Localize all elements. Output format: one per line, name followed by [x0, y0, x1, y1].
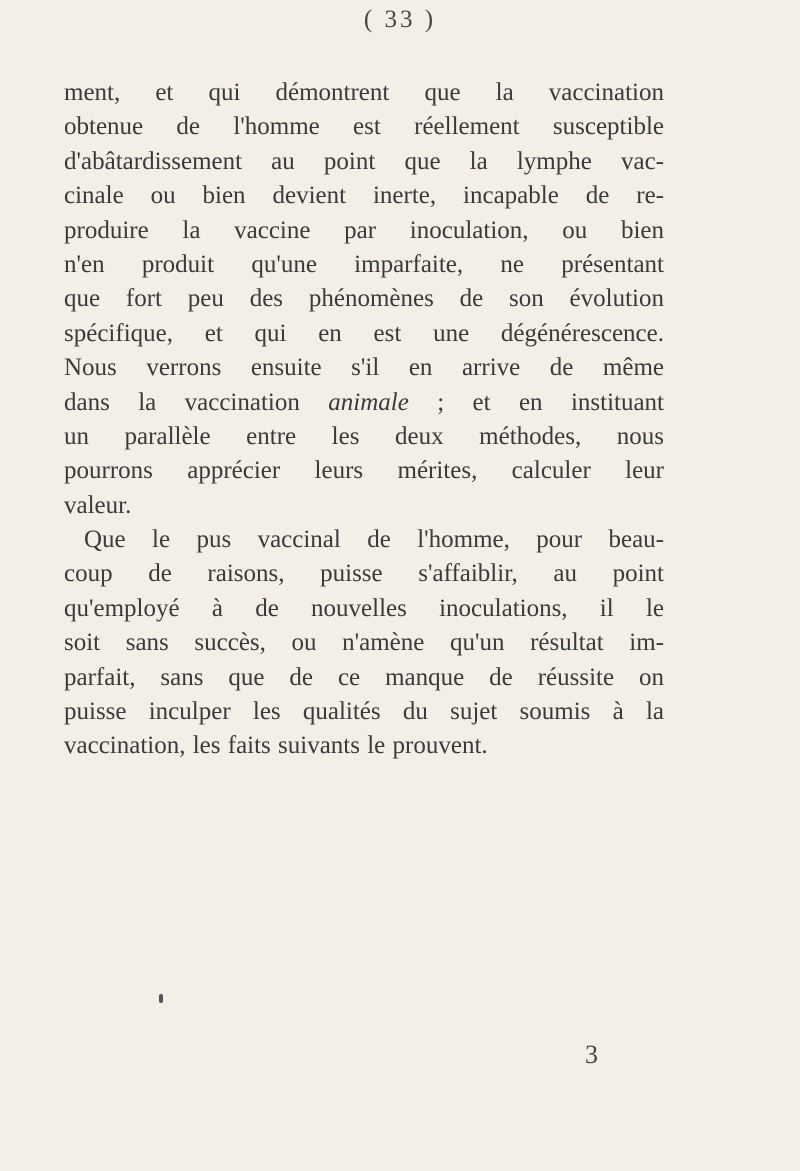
text-line: Nous verrons ensuite s'il en arrive de même — [64, 354, 664, 382]
text-line: vaccination, les faits suivants le prouvent. — [64, 732, 488, 760]
text-line: valeur. — [64, 491, 132, 519]
text-line: soit sans succès, ou n'amène qu'un résultat im- — [64, 629, 664, 657]
italic-term: animale — [328, 388, 409, 416]
text-line: ment, et qui démontrent que la vaccination — [64, 79, 664, 106]
text-line: obtenue de l'homme est réellement susceptible — [64, 113, 664, 141]
text-line: puisse inculper les qualités du sujet soumis à la — [64, 698, 664, 726]
text-line: spécifique, et qui en est une dégénérescence. — [64, 319, 664, 347]
text-line: coup de raisons, puisse s'affaiblir, au point — [64, 560, 664, 588]
ink-speck — [159, 994, 163, 1003]
text-line: Que le pus vaccinal de l'homme, pour beau- — [84, 526, 664, 554]
text-segment: dans la vaccination — [64, 388, 329, 416]
text-line: n'en produit qu'une imparfaite, ne présentant — [64, 250, 664, 278]
text-line: parfait, sans que de ce manque de réussite on — [64, 663, 664, 691]
text-line: pourrons apprécier leurs mérites, calculer leur — [64, 457, 664, 485]
text-line: qu'employé à de nouvelles inoculations, il le — [64, 594, 664, 622]
page-number: ( 33 ) — [363, 6, 437, 33]
text-segment: ; et en instituant — [408, 388, 665, 416]
text-line: cinale ou bien devient inerte, incapable de re- — [64, 182, 664, 210]
text-line-with-italic — [64, 386, 664, 420]
text-line: que fort peu des phénomènes de son évolution — [64, 285, 664, 313]
body-text — [64, 76, 664, 764]
text-line: produire la vaccine par inoculation, ou bien — [64, 216, 664, 244]
text-line: un parallèle entre les deux méthodes, nous — [64, 422, 664, 450]
text-line: d'abâtardissement au point que la lymphe vac- — [64, 147, 664, 175]
signature-mark: 3 — [585, 1040, 598, 1069]
